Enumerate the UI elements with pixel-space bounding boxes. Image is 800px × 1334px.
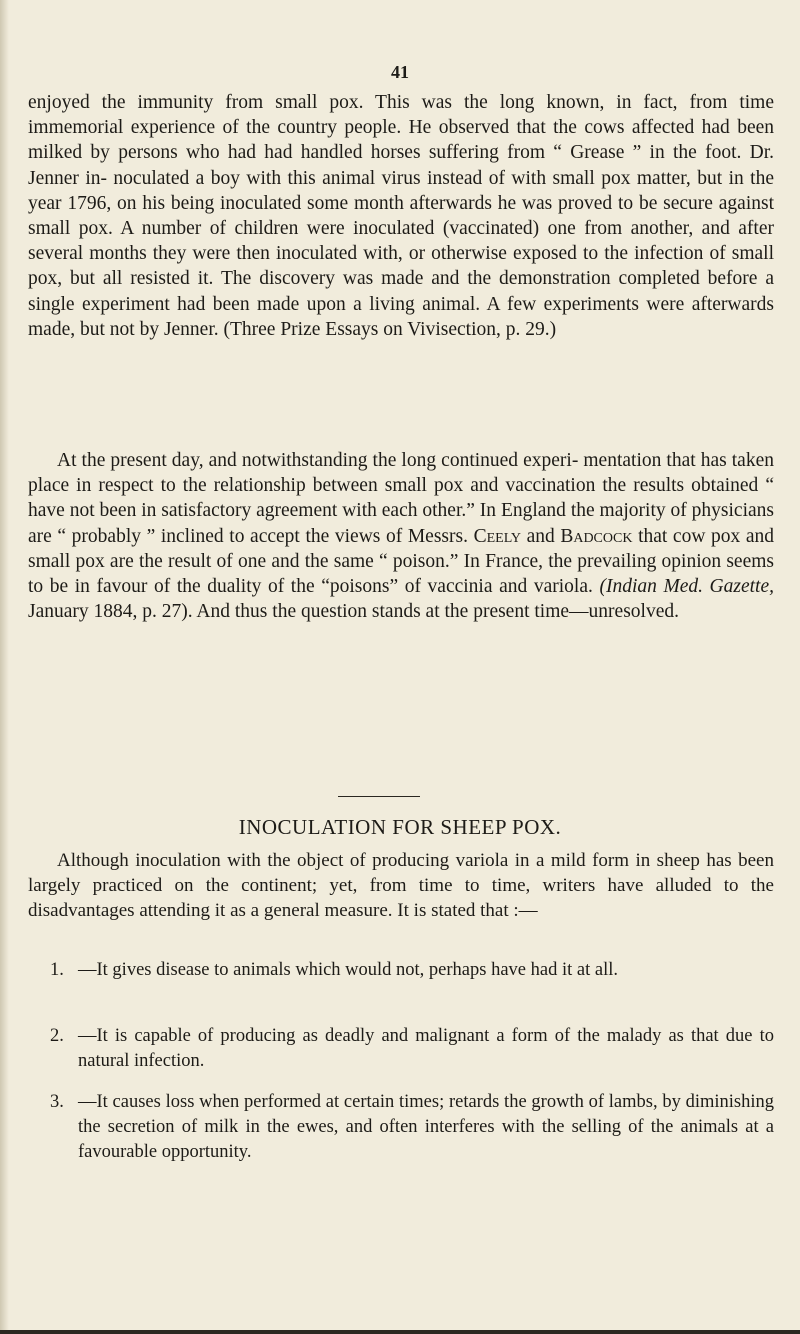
- list-item-number: 2.: [50, 1026, 64, 1046]
- paragraph-text: At the present day, and notwithstanding the long continued experi- mentation that has taken place in respect to the relationship between small pox and vaccination the results obtained “ have not been in satisfactory agreement with each other.” In England the majority of physicians are “ probably ” inclined to accept the views of Messrs.: [28, 450, 774, 547]
- name-ceely: Ceely: [473, 525, 521, 547]
- paragraph-jenner: enjoyed the immunity from small pox. This was the long known, in fact, from time immemorial experience of the country people. He observed that the cows affected had been milked by persons who had had handled horses suffering from “ Grease ” in the foot. Dr. Jenner in- noculated a boy with this animal virus instead of with small pox matter, but in the year 1796, on his being inoculated some month afterwards he was proved to be secure against small pox. A number of children were inoculated (vaccinated) one from another, and after several months they were then inoculated with, or otherwise exposed to the infection of small pox, but all resisted it. The discovery was made and the demonstration completed before a single experiment had been made upon a living animal. A few experiments were afterwards made, but not by Jenner. (Three Prize Essays on Vivisection, p. 29.): [28, 92, 774, 340]
- list-item: [50, 1090, 774, 1165]
- page-bottom-edge: [0, 1330, 800, 1334]
- list-item-text: —It causes loss when performed at certain times; retards the growth of lambs, by diminishing the secretion of milk in the ewes, and often interferes with the selling of the animals at a favourable opportunity.: [78, 1092, 774, 1162]
- list-item-text: —It is capable of producing as deadly and malignant a form of the malady as that due to natural infection.: [78, 1026, 774, 1071]
- page-number: 41: [391, 62, 409, 82]
- list-item: [50, 958, 774, 983]
- conjunction: and: [526, 525, 555, 547]
- section-divider: [338, 796, 420, 797]
- section-heading: INOCULATION FOR SHEEP POX.: [238, 815, 562, 839]
- binding-shadow: [0, 0, 9, 1334]
- paragraph-text: that cow pox and small pox are the result of one and the same “ poison.” In France, the prevailing opinion seems to be in favour of the duality of the “poisons” of vaccinia and variola.: [28, 525, 775, 598]
- numbered-list: [50, 1090, 774, 1165]
- list-item: [50, 1024, 774, 1074]
- numbered-list: [50, 1024, 774, 1074]
- list-item-number: 1.: [50, 960, 64, 980]
- name-badcock: Badcock: [560, 525, 633, 547]
- paragraph-sheep-pox: Although inoculation with the object of producing variola in a mild form in sheep has been largely practiced on the continent; yet, from time to time, writers have alluded to the disadvantages attending it as a general measure. It is stated that :—: [28, 850, 774, 921]
- paragraph-present-day: [28, 448, 774, 624]
- numbered-list: [50, 958, 774, 983]
- list-item-text: —It gives disease to animals which would not, perhaps have had it at all.: [78, 960, 618, 980]
- list-item-number: 3.: [50, 1092, 64, 1112]
- paragraph-text: January 1884, p. 27). And thus the question stands at the present time—unresolved.: [28, 601, 679, 623]
- citation: (Indian Med. Gazette,: [599, 576, 775, 598]
